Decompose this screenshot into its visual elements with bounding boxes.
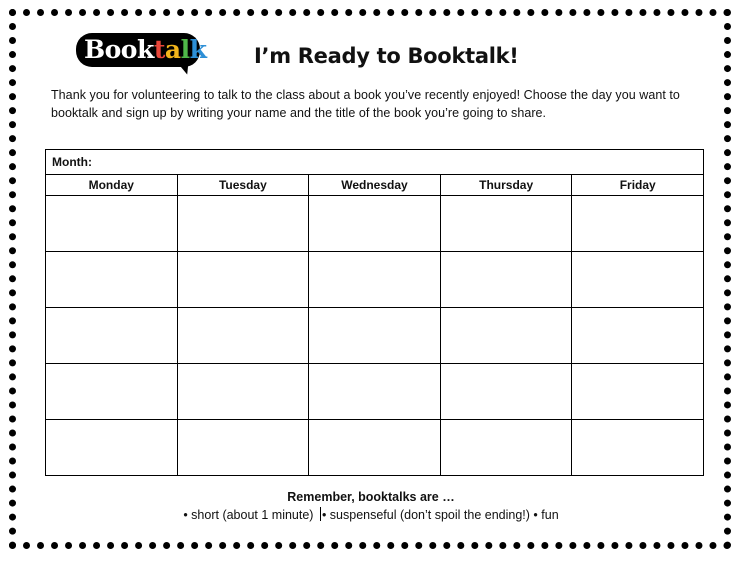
day-header-friday: Friday: [572, 175, 704, 196]
logo-part-t: t: [153, 35, 165, 64]
signup-cell-thursday[interactable]: [440, 308, 572, 364]
day-header-monday: Monday: [46, 175, 178, 196]
intro-text: Thank you for volunteering to talk to the class about a book you’ve recently enjoyed! Choose the day you want to booktalk and sign up by writing your name and the title of the book you’re going to share.: [51, 88, 680, 120]
reminder-list: [0, 507, 742, 522]
logo-part-book: Book: [84, 35, 154, 64]
logo-part-exclaim: !: [206, 35, 217, 64]
signup-cell-friday[interactable]: [572, 196, 704, 252]
signup-cell-thursday[interactable]: [440, 252, 572, 308]
signup-cell-friday[interactable]: [572, 364, 704, 420]
signup-cell-monday[interactable]: [46, 196, 178, 252]
reminder-item-suspenseful: • suspenseful (don’t spoil the ending!): [321, 508, 530, 522]
signup-cell-tuesday[interactable]: [177, 420, 309, 476]
signup-cell-monday[interactable]: [46, 252, 178, 308]
signup-table: [45, 149, 704, 476]
signup-cell-wednesday[interactable]: [309, 308, 441, 364]
signup-cell-monday[interactable]: [46, 308, 178, 364]
signup-cell-friday[interactable]: [572, 308, 704, 364]
day-header-thursday: Thursday: [440, 175, 572, 196]
signup-cell-monday[interactable]: [46, 420, 178, 476]
booktalk-logo: [76, 33, 217, 71]
day-header-tuesday: Tuesday: [177, 175, 309, 196]
signup-cell-wednesday[interactable]: [309, 196, 441, 252]
signup-cell-friday[interactable]: [572, 252, 704, 308]
signup-cell-tuesday[interactable]: [177, 364, 309, 420]
month-row: [46, 150, 704, 175]
logo-text: [84, 35, 217, 65]
day-header-wednesday: Wednesday: [309, 175, 441, 196]
remember-heading: Remember, booktalks are …: [287, 490, 455, 504]
signup-row: [46, 364, 704, 420]
signup-cell-friday[interactable]: [572, 420, 704, 476]
signup-cell-tuesday[interactable]: [177, 196, 309, 252]
logo-part-a: a: [164, 35, 181, 64]
logo-part-k: k: [189, 35, 207, 64]
signup-cell-tuesday[interactable]: [177, 252, 309, 308]
signup-cell-tuesday[interactable]: [177, 308, 309, 364]
signup-cell-wednesday[interactable]: [309, 364, 441, 420]
logo-part-l: l: [180, 35, 190, 64]
day-header-row: [46, 175, 704, 196]
signup-row: [46, 196, 704, 252]
text-cursor: [320, 507, 321, 521]
signup-cell-wednesday[interactable]: [309, 420, 441, 476]
month-field[interactable]: Month:: [46, 150, 704, 175]
signup-row: [46, 252, 704, 308]
signup-row: [46, 420, 704, 476]
page-title: I’m Ready to Booktalk!: [254, 44, 519, 68]
signup-cell-thursday[interactable]: [440, 196, 572, 252]
signup-cell-monday[interactable]: [46, 364, 178, 420]
signup-cell-thursday[interactable]: [440, 420, 572, 476]
reminder-item-short: • short (about 1 minute): [183, 508, 314, 522]
signup-cell-wednesday[interactable]: [309, 252, 441, 308]
reminder-item-fun: • fun: [533, 508, 559, 522]
signup-row: [46, 308, 704, 364]
signup-cell-thursday[interactable]: [440, 364, 572, 420]
